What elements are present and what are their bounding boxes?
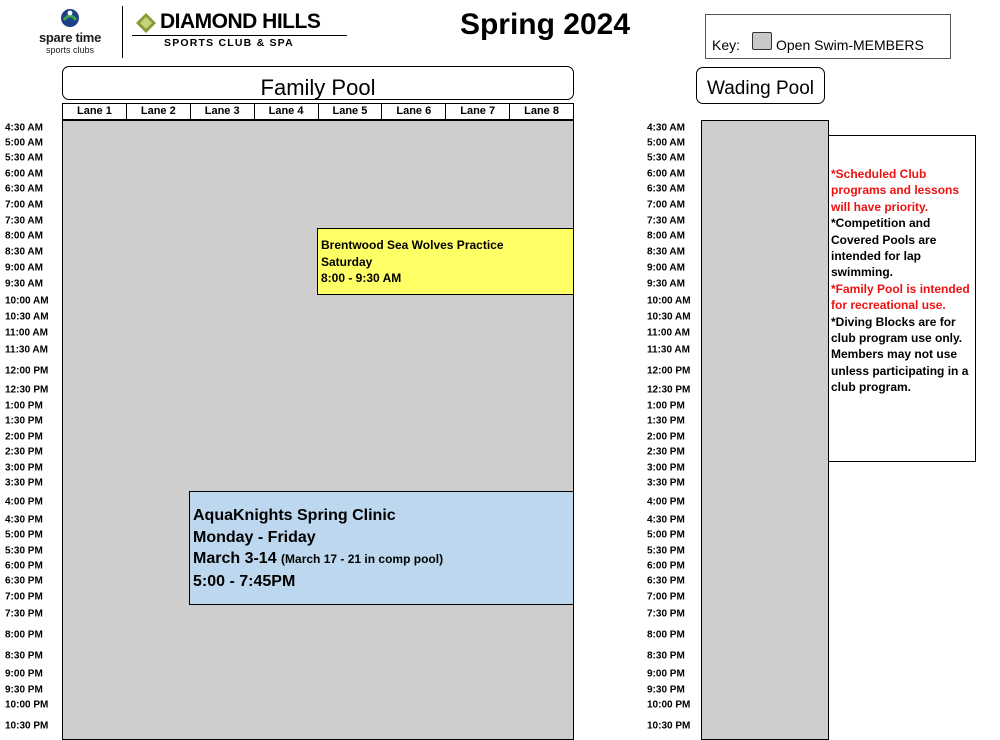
time-label: 1:00 PM	[5, 400, 43, 412]
time-label: 6:00 AM	[647, 168, 685, 180]
time-label: 6:00 PM	[5, 560, 43, 572]
note-family-pool: *Family Pool is intended for recreational use.	[831, 281, 970, 313]
time-label: 10:30 PM	[5, 720, 49, 732]
time-label: 10:00 PM	[647, 699, 691, 711]
swimmer-logo-icon	[60, 8, 80, 30]
time-label: 3:30 PM	[5, 477, 43, 489]
time-label: 9:00 AM	[647, 262, 685, 274]
season-title: Spring 2024	[459, 8, 631, 41]
spare-time-subtitle: sports clubs	[45, 45, 95, 55]
event-dates-note: (March 17 - 21 in comp pool)	[281, 552, 444, 566]
time-label: 9:00 AM	[5, 262, 43, 274]
event-days: Monday - Friday	[193, 528, 316, 546]
time-label: 7:30 AM	[5, 215, 43, 227]
diamond-hills-name: DIAMOND HILLS	[160, 10, 321, 33]
time-label: 8:00 AM	[647, 230, 685, 242]
time-label: 3:00 PM	[5, 462, 43, 474]
time-label: 7:00 PM	[647, 591, 685, 603]
time-label: 5:00 AM	[5, 137, 43, 149]
time-label: 9:00 PM	[5, 668, 43, 680]
lane-header: Lane 7	[446, 104, 510, 119]
time-label: 9:30 PM	[5, 684, 43, 696]
time-label: 4:30 AM	[647, 122, 685, 134]
time-label: 10:00 AM	[647, 295, 691, 307]
time-label: 6:00 AM	[5, 168, 43, 180]
time-label: 4:30 AM	[5, 122, 43, 134]
time-label: 4:30 PM	[647, 514, 685, 526]
spare-time-logo	[30, 8, 110, 58]
time-label: 4:00 PM	[5, 496, 43, 508]
lane-header: Lane 3	[191, 104, 255, 119]
event-days: Saturday	[321, 254, 373, 269]
time-label: 9:30 AM	[5, 278, 43, 290]
event-dates-main: March 3-14	[193, 550, 282, 567]
time-label: 8:30 AM	[5, 246, 43, 258]
sea-wolves-practice-block	[317, 228, 574, 295]
time-label: 7:00 AM	[5, 199, 43, 211]
time-label: 5:30 PM	[5, 545, 43, 557]
diamond-hills-logo	[132, 10, 347, 50]
note-diving-blocks: *Diving Blocks are for club program use only. Members may not use unless participating in a club program.	[831, 314, 969, 395]
time-label: 2:00 PM	[5, 431, 43, 443]
time-label: 11:00 AM	[647, 327, 690, 339]
time-label: 5:00 AM	[647, 137, 685, 149]
note-lap-swimming: *Competition and Covered Pools are intended for lap swimming.	[831, 216, 937, 280]
time-label: 7:30 AM	[647, 215, 685, 227]
time-label: 6:30 PM	[647, 575, 685, 587]
time-label: 9:00 PM	[647, 668, 685, 680]
time-label: 2:30 PM	[5, 446, 43, 458]
notes-box	[828, 135, 976, 462]
family-pool-schedule-grid	[62, 120, 574, 740]
time-label: 5:00 PM	[5, 529, 43, 541]
time-label: 10:00 AM	[5, 295, 49, 307]
time-label: 8:30 PM	[647, 650, 685, 662]
time-label: 11:30 AM	[647, 344, 690, 356]
lane-header: Lane 4	[255, 104, 319, 119]
event-dates	[193, 548, 573, 571]
lane-header: Lane 2	[127, 104, 191, 119]
diamond-hills-rule	[132, 35, 347, 36]
wading-pool-title: Wading Pool	[696, 67, 825, 104]
family-pool-title: Family Pool	[62, 66, 574, 100]
time-label: 6:00 PM	[647, 560, 685, 572]
time-label: 3:00 PM	[647, 462, 685, 474]
time-label: 12:00 PM	[647, 365, 691, 377]
time-label: 11:30 AM	[5, 344, 48, 356]
time-label: 5:30 AM	[647, 152, 685, 164]
time-label: 5:30 AM	[5, 152, 43, 164]
time-label: 5:30 PM	[647, 545, 685, 557]
time-label: 10:30 AM	[5, 311, 49, 323]
time-label: 8:30 AM	[647, 246, 685, 258]
time-label: 11:00 AM	[5, 327, 48, 339]
wading-pool-schedule-grid	[701, 120, 829, 740]
time-label: 9:30 AM	[647, 278, 685, 290]
lane-header-row	[62, 103, 574, 120]
time-label: 2:00 PM	[647, 431, 685, 443]
event-time: 5:00 - 7:45PM	[193, 572, 296, 590]
time-label: 6:30 AM	[5, 183, 43, 195]
time-label: 12:30 PM	[5, 384, 49, 396]
key-open-swim-text: Open Swim-MEMBERS	[776, 37, 924, 53]
logo-divider	[122, 6, 123, 58]
time-label: 6:30 PM	[5, 575, 43, 587]
time-label: 9:30 PM	[647, 684, 685, 696]
time-label: 12:00 PM	[5, 365, 49, 377]
event-time: 8:00 - 9:30 AM	[321, 271, 402, 285]
note-priority: *Scheduled Club programs and lessons will have priority.	[831, 167, 960, 214]
lane-header: Lane 1	[63, 104, 127, 119]
time-label: 4:30 PM	[5, 514, 43, 526]
time-label: 7:00 AM	[647, 199, 685, 211]
time-label: 2:30 PM	[647, 446, 685, 458]
time-label: 5:00 PM	[647, 529, 685, 541]
time-label: 4:00 PM	[647, 496, 685, 508]
time-label: 1:00 PM	[647, 400, 685, 412]
time-label: 10:30 AM	[647, 311, 691, 323]
time-label: 1:30 PM	[647, 415, 685, 427]
aquaknights-clinic-block	[189, 491, 574, 605]
time-label: 10:30 PM	[647, 720, 691, 732]
time-label: 8:00 AM	[5, 230, 43, 242]
time-label: 7:00 PM	[5, 591, 43, 603]
time-label: 6:30 AM	[647, 183, 685, 195]
spare-time-name: spare time	[38, 30, 102, 45]
key-legend	[705, 14, 951, 59]
time-label: 3:30 PM	[647, 477, 685, 489]
event-title: Brentwood Sea Wolves Practice	[321, 238, 504, 252]
event-title: AquaKnights Spring Clinic	[193, 507, 396, 524]
key-label: Key:	[712, 37, 741, 53]
lane-header: Lane 8	[524, 105, 559, 117]
lane-header: Lane 6	[382, 104, 446, 119]
time-label: 8:00 PM	[5, 629, 43, 641]
time-label: 8:00 PM	[647, 629, 685, 641]
time-label: 7:30 PM	[647, 608, 685, 620]
time-label: 12:30 PM	[647, 384, 691, 396]
open-swim-swatch	[752, 32, 772, 50]
time-label: 1:30 PM	[5, 415, 43, 427]
time-label: 8:30 PM	[5, 650, 43, 662]
diamond-logo-icon	[136, 13, 156, 33]
time-label: 10:00 PM	[5, 699, 49, 711]
lane-header: Lane 5	[319, 104, 383, 119]
time-label: 7:30 PM	[5, 608, 43, 620]
diamond-hills-subtitle: SPORTS CLUB & SPA	[164, 37, 294, 49]
